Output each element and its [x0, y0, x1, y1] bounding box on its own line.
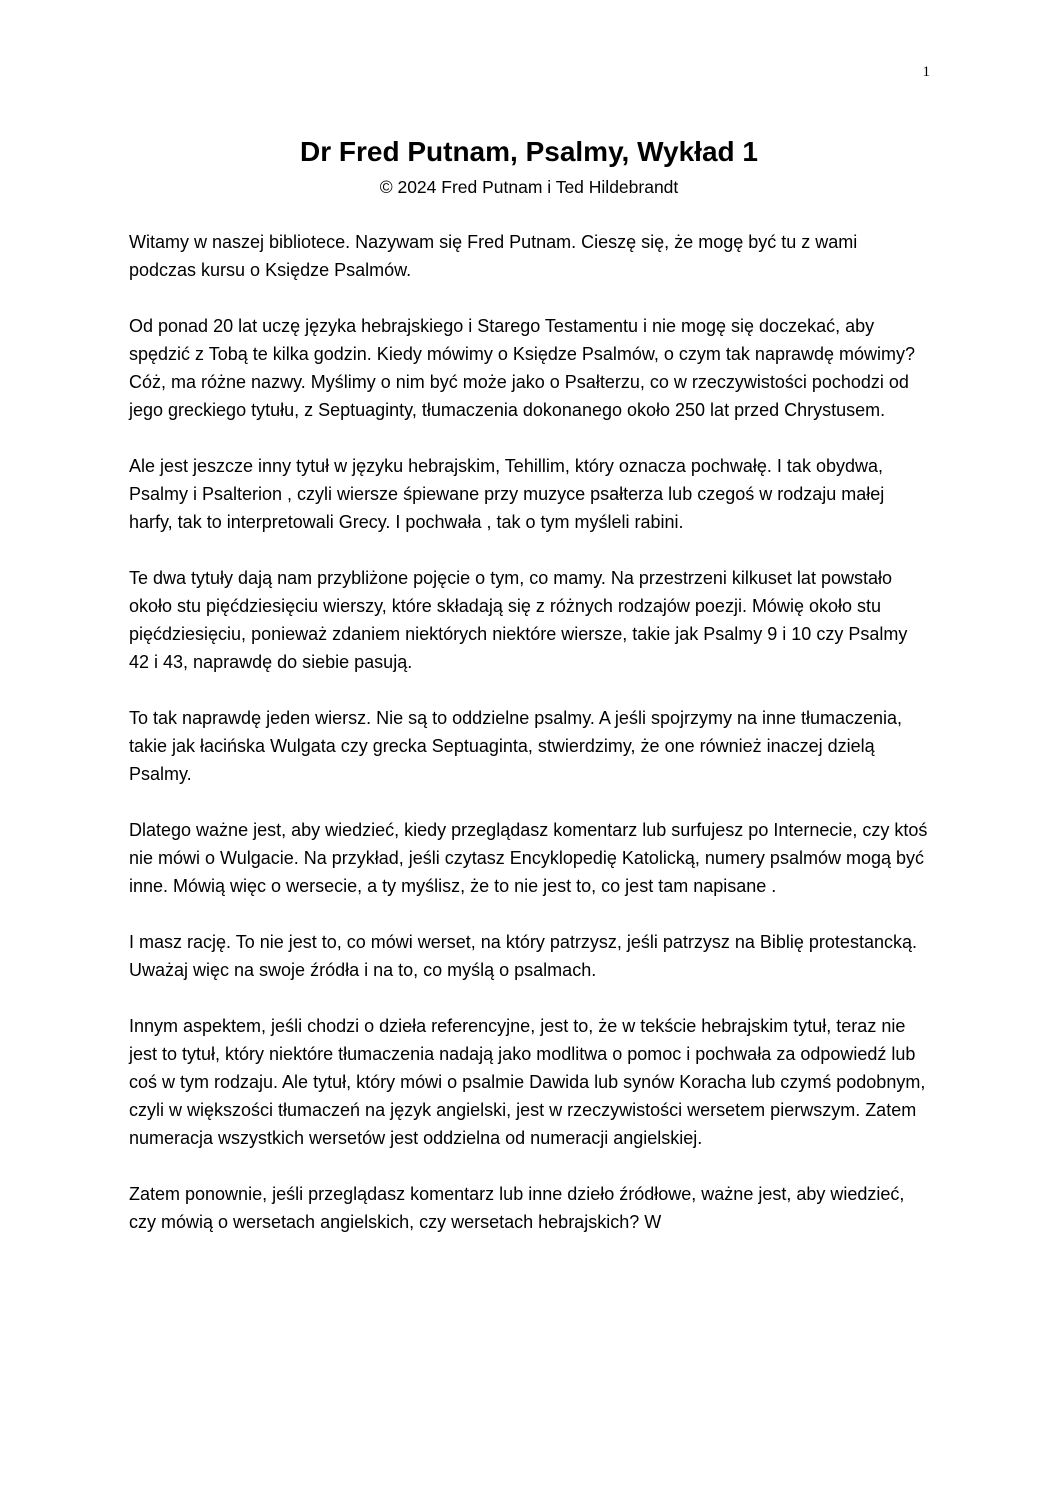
- paragraph: Ale jest jeszcze inny tytuł w języku hebrajskim, Tehillim, który oznacza pochwałę. I tak obydwa, Psalmy i Psalterion , czyli wiersze śpiewane przy muzyce psałterza lub czegoś w rodzaju małej harfy, tak to interpretowali Grecy. I pochwała , tak o tym myśleli rabini.: [129, 456, 885, 532]
- paragraph: Zatem ponownie, jeśli przeglądasz komentarz lub inne dzieło źródłowe, ważne jest, aby wiedzieć, czy mówią o wersetach angielskich, czy wersetach hebrajskich? W: [129, 1184, 905, 1232]
- document-title: Dr Fred Putnam, Psalmy, Wykład 1: [299, 136, 758, 167]
- paragraph: Dlatego ważne jest, aby wiedzieć, kiedy przeglądasz komentarz lub surfujesz po Internecie, czy ktoś nie mówi o Wulgacie. Na przykład, jeśli czytasz Encyklopedię Katolicką, numery psalmów mogą być inne. Mówią więc o wersecie, a ty myślisz, że to nie jest to, co jest tam napisane .: [129, 820, 928, 896]
- paragraph: Te dwa tytuły dają nam przybliżone pojęcie o tym, co mamy. Na przestrzeni kilkuset lat powstało około stu pięćdziesięciu wierszy, które składają się z różnych rodzajów poezji. Mówię około stu pięćdziesięciu, ponieważ zdaniem niektórych niektóre wiersze, takie jak Psalmy 9 i 10 czy Psalmy 42 i 43, naprawdę do siebie pasują.: [129, 568, 908, 672]
- paragraph: To tak naprawdę jeden wiersz. Nie są to oddzielne psalmy. A jeśli spojrzymy na inne tłumaczenia, takie jak łacińska Wulgata czy grecka Septuaginta, stwierdzimy, że one również inaczej dzielą Psalmy.: [129, 708, 903, 784]
- copyright-line: © 2024 Fred Putnam i Ted Hildebrandt: [379, 177, 679, 197]
- paragraph: Innym aspektem, jeśli chodzi o dzieła referencyjne, jest to, że w tekście hebrajskim tytuł, teraz nie jest to tytuł, który niektóre tłumaczenia nadają jako modlitwa o pomoc i pochwała za odpowiedź lub coś w tym rodzaju. Ale tytuł, który mówi o psalmie Dawida lub synów Koracha lub czymś podobnym, czyli w większości tłumaczeń na język angielski, jest w rzeczywistości wersetem pierwszym. Zatem numeracja wszystkich wersetów jest oddzielna od numeracji angielskiej.: [129, 1016, 926, 1148]
- paragraph: I masz rację. To nie jest to, co mówi werset, na który patrzysz, jeśli patrzysz na Biblię protestancką. Uważaj więc na swoje źródła i na to, co myślą o psalmach.: [129, 932, 917, 980]
- paragraph: Witamy w naszej bibliotece. Nazywam się Fred Putnam. Cieszę się, że mogę być tu z wami podczas kursu o Księdze Psalmów.: [129, 232, 858, 280]
- document-body: [129, 228, 929, 1264]
- page-number: 1: [922, 64, 930, 80]
- paragraph: Od ponad 20 lat uczę języka hebrajskiego i Starego Testamentu i nie mogę się doczekać, aby spędzić z Tobą te kilka godzin. Kiedy mówimy o Księdze Psalmów, o czym tak naprawdę mówimy? Cóż, ma różne nazwy. Myślimy o nim być może jako o Psałterzu, co w rzeczywistości pochodzi od jego greckiego tytułu, z Septuaginty, tłumaczenia dokonanego około 250 lat przed Chrystusem.: [129, 316, 915, 420]
